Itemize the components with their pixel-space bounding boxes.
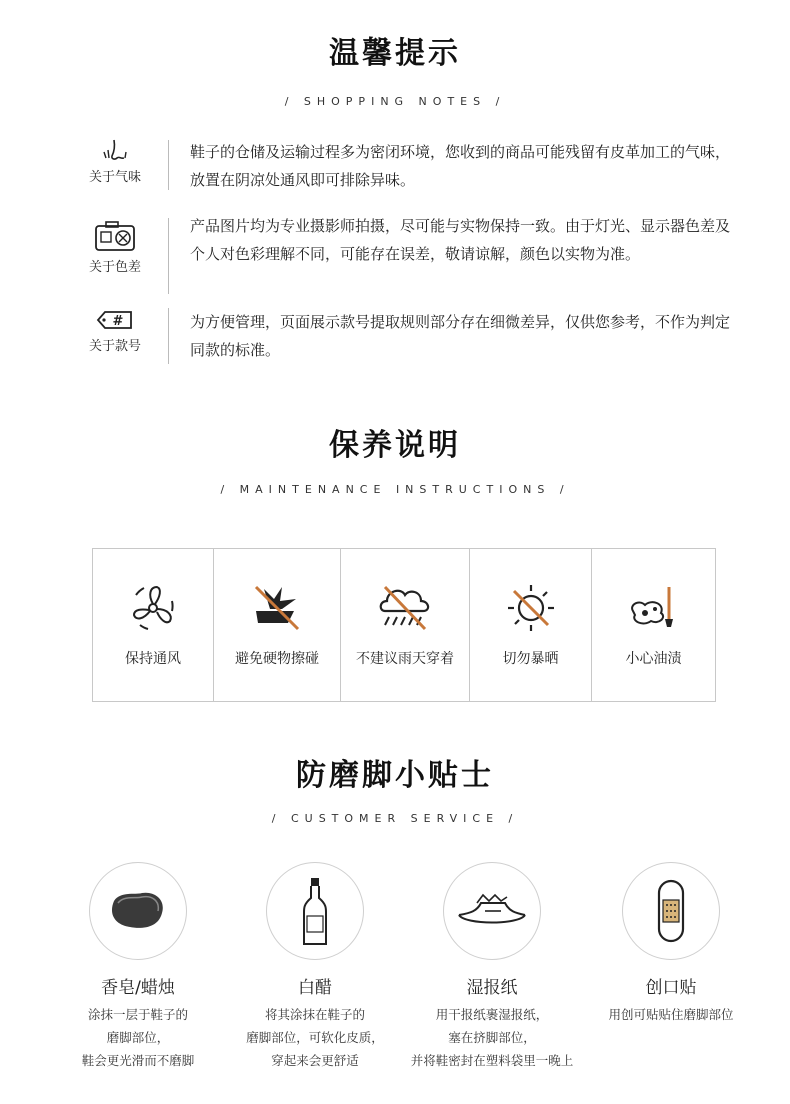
tip-icon-circle [443,862,541,960]
maintenance-item-no-rain [340,548,470,702]
no-sun-icon [504,581,558,635]
maintenance-label: 切勿暴晒 [502,651,559,667]
note-label: 关于色差 [88,260,141,275]
tip-desc [215,1003,415,1072]
maintenance-item-oil [591,548,716,702]
tips-subtitle: / CUSTOMER SERVICE / [271,812,519,825]
camera-icon [93,220,137,252]
no-hard-object-icon [250,581,304,635]
note-text: 为方便管理，页面展示款号提取规则部分存在细微差异，仅供您参考，不作为判定同款的标准。 [190,313,731,359]
svg-text:#: # [112,314,124,329]
tip-title: 创口贴 [645,978,697,998]
tip-icon-circle [622,862,720,960]
maintenance-item-no-scratch [213,548,341,702]
tip-desc-line: 涂抹一层于鞋子的 [87,1007,188,1022]
tip-desc-line: 塞在挤脚部位， [448,1030,536,1045]
tip-desc-line: 磨脚部位， [106,1030,170,1045]
notes-title: 温馨提示 [329,36,461,71]
divider [168,308,169,364]
divider [168,140,169,190]
fan-icon [126,581,180,635]
maintenance-label: 避免硬物擦碰 [235,651,319,667]
note-smell [70,138,160,185]
notes-subtitle: / SHOPPING NOTES / [284,95,506,108]
tip-desc-line: 并将鞋密封在塑料袋里一晚上 [410,1053,574,1068]
divider [168,218,169,294]
tip-desc-line: 将其涂抹在鞋子的 [264,1007,365,1022]
soap-icon [106,889,170,933]
tip-icon-circle [266,862,364,960]
tip-desc [571,1003,771,1026]
tip-desc-line: 鞋会更光滑而不磨脚 [81,1053,195,1068]
tip-desc-line: 磨脚部位，可软化皮质， [246,1030,384,1045]
note-text: 鞋子的仓储及运输过程多为密闭环境，您收到的商品可能残留有皮革加工的气味，放置在阴凉处通风即可排除异味。 [190,143,731,189]
tip-title: 香皂/蜡烛 [101,978,175,998]
maintenance-label: 小心油渍 [625,651,682,667]
tip-desc-line: 穿起来会更舒适 [271,1053,359,1068]
tip-desc [392,1003,592,1072]
wet-paper-shoe-icon [455,891,529,931]
tip-title: 白醋 [298,978,332,998]
tip-desc [38,1003,238,1072]
bandage-icon [656,878,686,944]
tips-title: 防磨脚小贴士 [296,758,494,793]
note-text: 产品图片均为专业摄影师拍摄，尽可能与实物保持一致。由于灯光、显示器色差及个人对色彩理解不同，可能存在误差，敬请谅解，颜色以实物为准。 [190,217,731,263]
tip-desc-line: 用创可贴贴住磨脚部位 [608,1007,734,1022]
tip-icon-circle [89,862,187,960]
tag-hash-icon [95,309,135,331]
tip-desc-line: 用干报纸裹湿报纸， [435,1007,549,1022]
maintenance-label: 保持通风 [125,651,181,667]
maintenance-label: 不建议雨天穿着 [356,651,454,667]
note-style-number [70,309,160,354]
note-label: 关于气味 [88,170,141,185]
tip-title: 湿报纸 [466,978,518,998]
no-rain-icon [375,581,435,635]
nose-icon [98,138,132,162]
maintenance-item-ventilate [92,548,214,702]
maintenance-subtitle: / MAINTENANCE INSTRUCTIONS / [220,483,570,496]
note-color [70,220,160,275]
maintenance-title: 保养说明 [329,428,461,463]
note-label: 关于款号 [88,339,141,354]
oil-stain-icon [625,581,683,635]
maintenance-item-no-sun [469,548,592,702]
vinegar-bottle-icon [300,876,330,946]
